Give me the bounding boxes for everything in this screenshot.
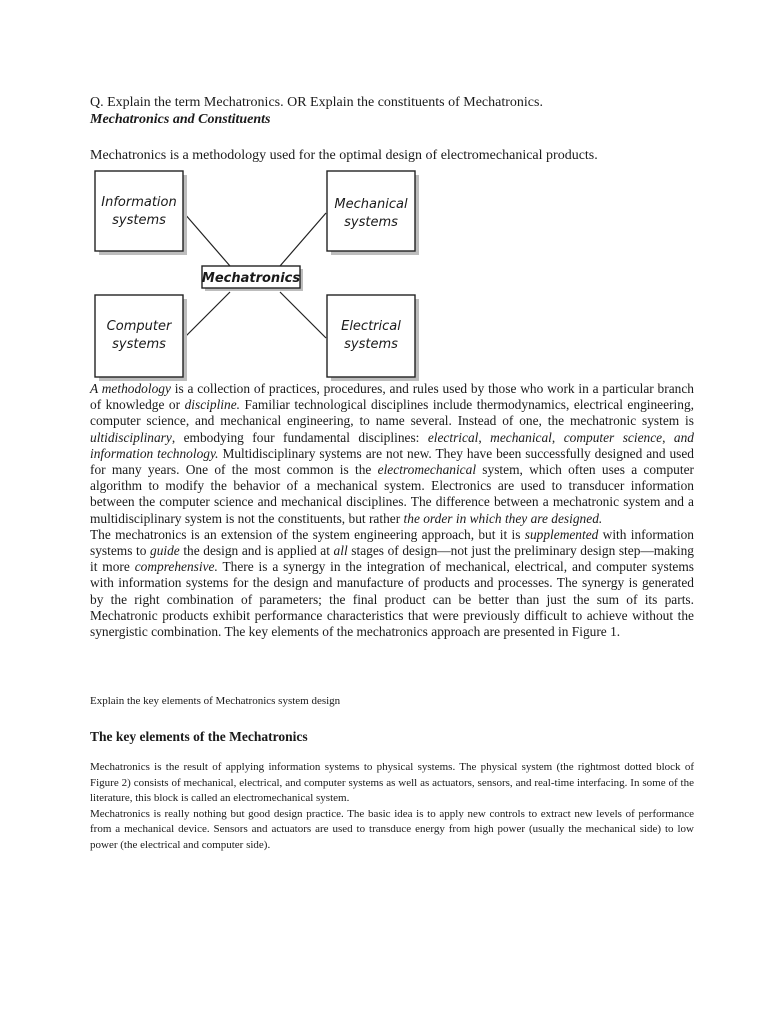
- connector-mech: [280, 213, 326, 266]
- computer-systems-box: [95, 295, 183, 377]
- text-run: the design and is applied at: [179, 543, 334, 559]
- term-guide: guide: [150, 543, 180, 559]
- term-computer-science: computer science: [563, 429, 663, 445]
- text-run: Familiar technological disciplines include thermodynamics, electrical engineering, computer science, and mechanical engineering, to name several. Instead of one, the mechatronic system is: [90, 397, 694, 429]
- paragraph-extension: [90, 527, 694, 640]
- comp-label-1: Computer: [106, 319, 172, 334]
- center-label: Mechatronics: [201, 271, 301, 286]
- key-elements-heading: The key elements of the Mechatronics: [90, 729, 308, 744]
- mech-label-2: systems: [344, 215, 398, 230]
- question-line: Q. Explain the term Mechatronics. OR Explain the constituents of Mechatronics.: [90, 95, 543, 110]
- text-run: system, which often uses a computer algorithm to modify the behavior of a mechanical system. Electronics are used to transducer information between the computer science and mechanical disciplines. The difference between a mechatronic system and a multidisciplinary system is not the constituents, but rather: [90, 462, 694, 526]
- key-elements-body: [90, 760, 694, 854]
- key-paragraph-2: Mechatronics is really nothing but good design practice. The basic idea is to apply new controls to extract new levels of performance from a mechanical device. Sensors and actuators are used to transduce energy from high power (usually the mechanical side) to low power (the electrical and computer side).: [90, 807, 694, 851]
- paragraph-methodology: [90, 381, 694, 527]
- text-run: with information systems to: [90, 526, 694, 559]
- connector-comp: [184, 292, 230, 338]
- main-body: [90, 381, 694, 640]
- comp-label-2: systems: [112, 337, 166, 352]
- intro-sentence: Mechatronics is a methodology used for the optimal design of electromechanical products.: [90, 148, 598, 163]
- term-comprehensive: comprehensive.: [134, 559, 218, 575]
- text-run: ,: [478, 429, 491, 445]
- elec-label-1: Electrical: [341, 319, 401, 334]
- term-discipline: discipline.: [184, 397, 241, 413]
- term-mechanical: mechanical: [490, 429, 552, 445]
- elec-label-2: systems: [344, 337, 398, 352]
- section-title: Mechatronics and Constituents: [90, 112, 271, 127]
- text-run: ,: [662, 429, 674, 445]
- key-elements-question: Explain the key elements of Mechatronics system design: [90, 695, 341, 707]
- term-information-technology: and information technology.: [90, 429, 694, 461]
- key-paragraph-1: Mechatronics is the result of applying information systems to physical systems. The physical system (the rightmost dotted block of Figure 2) consists of mechanical, electrical, and computer systems as well as actuators, sensors, and real-time interfacing. In some of the literature, this block is called an electromechanical system.: [90, 761, 694, 805]
- term-multidisciplinary: ultidisciplinary: [90, 429, 172, 445]
- mech-label-1: Mechanical: [334, 197, 408, 212]
- term-order-designed: the order in which they are designed.: [403, 510, 603, 526]
- term-electrical: electrical: [427, 429, 479, 445]
- term-electromechanical: electromechanical: [377, 462, 477, 478]
- text-run: There is a synergy in the integration of mechanical, electrical, and computer systems with information systems for the design and manufacture of products and processes. The synergy is generated by the right combination of parameters; the final product can be better than just the sum of its parts. Mechatronic products exhibit performance characteristics that were previously difficult to achieve without the synergistic combination. The key elements of the mechatronics approach are presented in Figure 1.: [90, 559, 694, 640]
- info-systems-box: [95, 171, 183, 251]
- term-methodology: A methodology: [90, 381, 171, 396]
- text-run: ,: [551, 429, 564, 445]
- mechatronics-diagram: [90, 168, 420, 383]
- info-label-1: Information: [101, 195, 177, 210]
- term-supplemented: supplemented: [524, 526, 599, 542]
- text-run: Multidisciplinary systems are not new. They have been successfully designed and used for many years. One of the most common is the: [90, 445, 695, 478]
- text-run: is a collection of practices, procedures, and rules used by those who work in a particular branch of knowledge or: [90, 381, 694, 413]
- text-run: , embodying four fundamental disciplines:: [171, 429, 428, 445]
- term-all: all: [333, 543, 348, 559]
- connector-info: [184, 213, 230, 266]
- text-run: The mechatronics is an extension of the system engineering approach, but it is: [90, 526, 525, 542]
- diagram-svg: [90, 168, 420, 383]
- info-label-2: systems: [112, 213, 166, 228]
- text-run: stages of design—not just the preliminary design step—making it more: [90, 543, 694, 575]
- electrical-systems-box: [327, 295, 415, 377]
- connector-elec: [280, 292, 326, 338]
